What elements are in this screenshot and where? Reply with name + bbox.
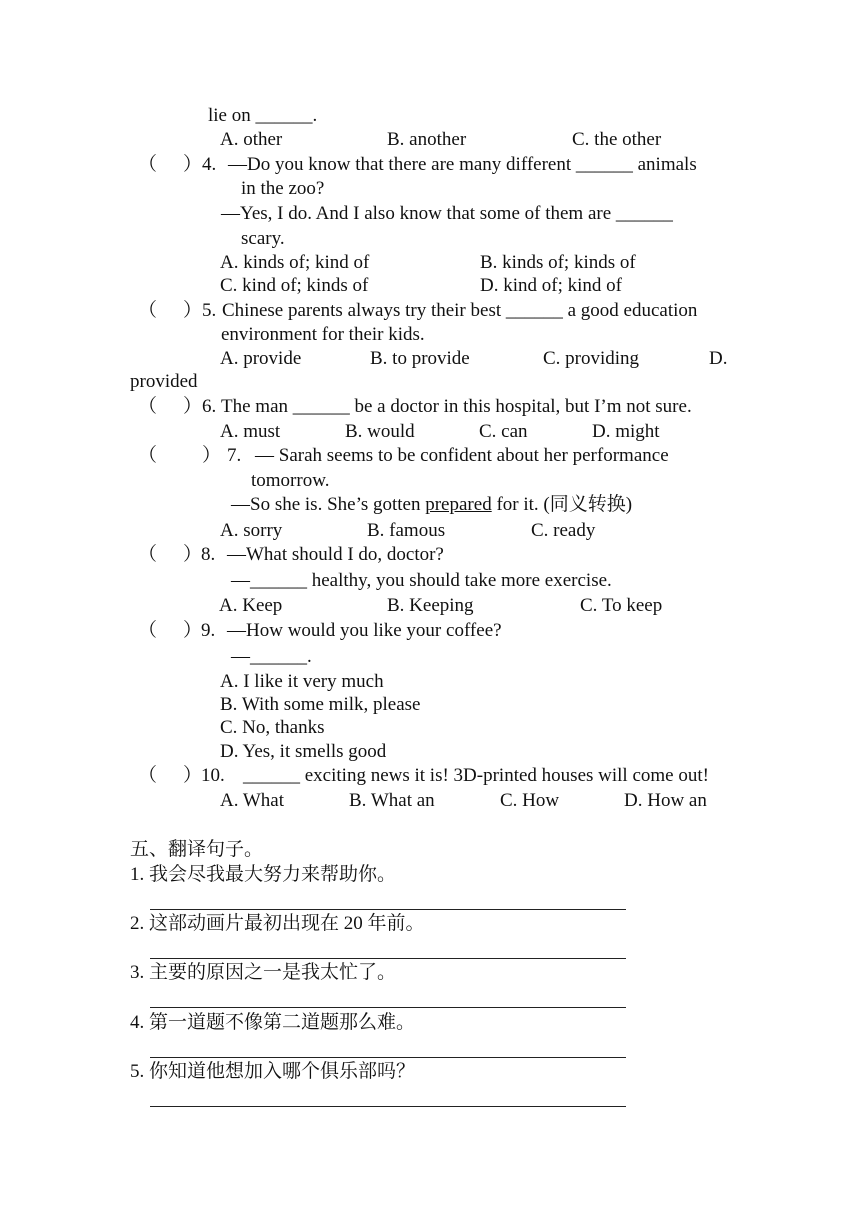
q4-stem-line1: [228, 154, 730, 176]
q10-option-d: D. How an: [624, 790, 707, 811]
q4-option-d: D. kind of; kind of: [480, 275, 622, 296]
q9-stem-line2: —______.: [231, 646, 312, 667]
q5-option-b: B. to provide: [370, 348, 470, 369]
q3-option-b: B. another: [387, 129, 467, 150]
q10-option-a: A. What: [220, 790, 285, 811]
q10-number: 10.: [201, 765, 225, 786]
translation-item-2: 2. 这部动画片最初出现在 20 年前。: [130, 913, 425, 934]
paren-open: （: [138, 154, 158, 175]
q4-option-c: C. kind of; kinds of: [220, 275, 369, 296]
q7-underlined-word: prepared: [425, 494, 492, 515]
q10-stem-line1: ______ exciting news it is! 3D-printed houses will come out!: [243, 765, 709, 786]
q8-option-a: A. Keep: [219, 595, 283, 616]
q7-number: 7.: [227, 445, 242, 466]
paren-open: （: [138, 765, 158, 786]
translation-item-1: 1. 我会尽我最大努力来帮助你。: [130, 864, 397, 885]
q4-number: 4.: [202, 154, 217, 175]
q9-number: 9.: [201, 620, 216, 641]
q9-option-a: A. I like it very much: [220, 671, 384, 692]
q7-line3-prefix: —So she is. She’s gotten: [231, 494, 426, 515]
q5-number: 5.: [202, 300, 217, 321]
q7-line3-suffix: for it. (同义转换): [491, 494, 633, 515]
section5-heading: 五、翻译句子。: [130, 839, 264, 860]
paren-open: （: [138, 620, 158, 641]
translation-item-3: 3. 主要的原因之一是我太忙了。: [130, 962, 397, 983]
q9-option-c: C. No, thanks: [220, 717, 325, 738]
answer-line-5[interactable]: [150, 1106, 626, 1107]
q6-option-a: A. must: [220, 421, 281, 442]
paren-close: ）: [202, 445, 222, 466]
q4-stem-line2: in the zoo?: [241, 178, 325, 199]
q3-option-c: C. the other: [572, 129, 662, 150]
answer-line-2[interactable]: [150, 958, 626, 959]
answer-line-4[interactable]: [150, 1057, 626, 1058]
q10-option-b: B. What an: [349, 790, 435, 811]
q7-option-c: C. ready: [531, 520, 596, 541]
q4-option-b: B. kinds of; kinds of: [480, 252, 636, 273]
translation-item-4: 4. 第一道题不像第二道题那么难。: [130, 1012, 416, 1033]
paren-close: ）: [183, 620, 203, 641]
q5-option-d: D.: [709, 348, 728, 369]
paren-open: （: [138, 445, 158, 466]
paren-close: ）: [183, 544, 203, 565]
q4-stem-line4: scary.: [241, 228, 285, 249]
q6-number: 6.: [202, 396, 217, 417]
q9-stem-line1: —How would you like your coffee?: [227, 620, 502, 641]
q8-number: 8.: [201, 544, 216, 565]
q8-stem-line1: —What should I do, doctor?: [227, 544, 444, 565]
q5-option-a: A. provide: [220, 348, 302, 369]
q3-stem-tail: lie on ______.: [208, 105, 318, 126]
paren-open: （: [138, 300, 158, 321]
q3-option-a: A. other: [220, 129, 283, 150]
q5-stem-line1: Chinese parents always try their best ______ a good education: [222, 300, 698, 321]
q9-option-d: D. Yes, it smells good: [220, 741, 387, 762]
q5-option-d-wrap: provided: [130, 371, 198, 392]
q9-option-b: B. With some milk, please: [220, 694, 421, 715]
q8-option-b: B. Keeping: [387, 595, 474, 616]
q4-option-a: A. kinds of; kind of: [220, 252, 370, 273]
q7-stem-line3: [231, 494, 632, 516]
paren-open: （: [138, 544, 158, 565]
q7-option-a: A. sorry: [220, 520, 283, 541]
q4-stem-line3: —Yes, I do. And I also know that some of them are ______: [221, 203, 673, 224]
q6-stem-line1: The man ______ be a doctor in this hospital, but I’m not sure.: [221, 396, 692, 417]
paren-close: ）: [183, 154, 203, 175]
paren-open: （: [138, 396, 158, 417]
translation-item-5: 5. 你知道他想加入哪个俱乐部吗？: [130, 1061, 416, 1082]
q7-stem-line1: — Sarah seems to be confident about her performance: [255, 445, 669, 466]
paren-close: ）: [183, 396, 203, 417]
paren-close: ）: [183, 765, 203, 786]
answer-line-3[interactable]: [150, 1007, 626, 1008]
q6-option-b: B. would: [345, 421, 415, 442]
q6-option-d: D. might: [592, 421, 660, 442]
q8-option-c: C. To keep: [580, 595, 663, 616]
answer-line-1[interactable]: [150, 909, 626, 910]
q8-stem-line2: —______ healthy, you should take more exercise.: [231, 570, 612, 591]
q7-option-b: B. famous: [367, 520, 446, 541]
q6-option-c: C. can: [479, 421, 528, 442]
paren-close: ）: [183, 300, 203, 321]
q5-option-c: C. providing: [543, 348, 640, 369]
q5-stem-line2: environment for their kids.: [221, 324, 425, 345]
q10-option-c: C. How: [500, 790, 560, 811]
q7-stem-line2: tomorrow.: [251, 470, 330, 491]
q4-stem-text1: —Do you know that there are many different ______ animals: [228, 154, 697, 175]
